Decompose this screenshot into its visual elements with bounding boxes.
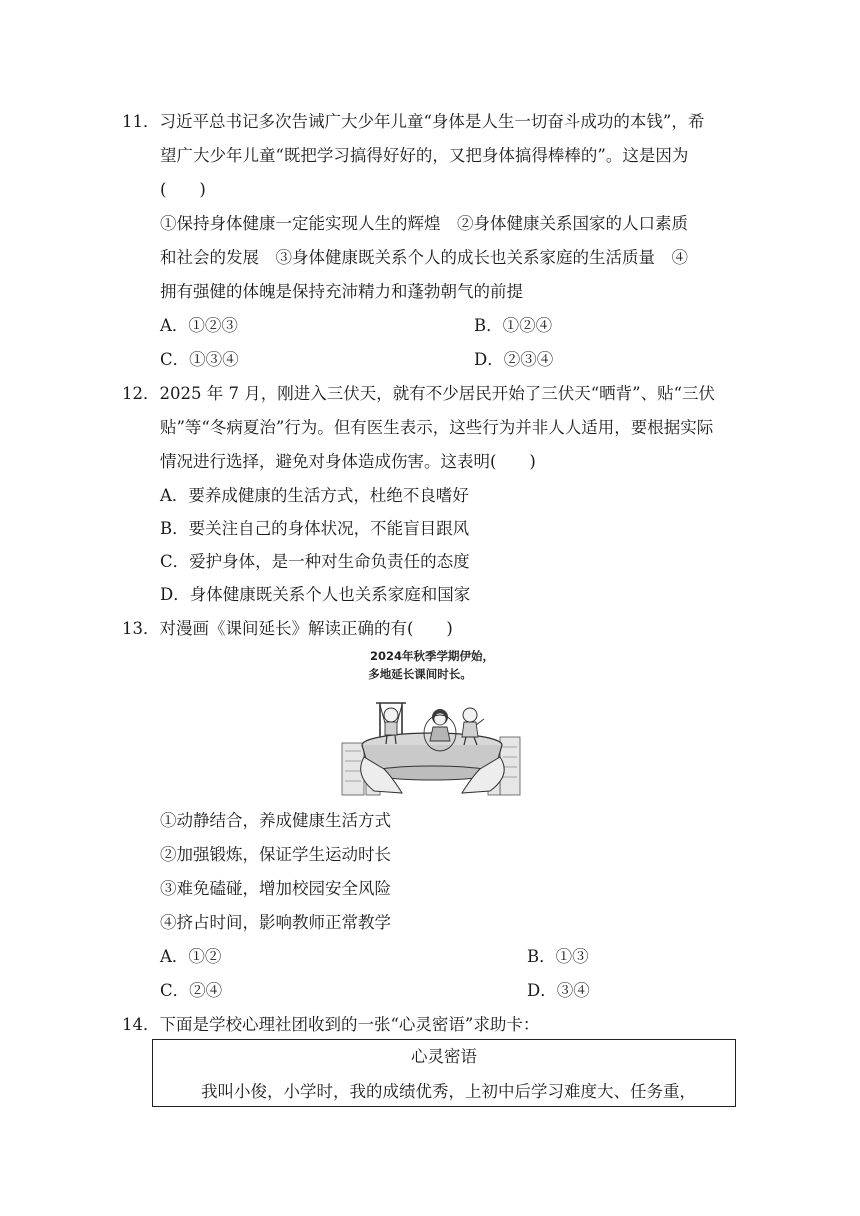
q13-option-d: D．③④ bbox=[527, 981, 590, 1000]
cartoon-caption-line2: 多地延长课间时长。 bbox=[368, 667, 472, 681]
q12-option-d: D．身体健康既关系个人也关系家庭和国家 bbox=[160, 585, 471, 604]
help-card-box bbox=[152, 1039, 736, 1107]
q11-option-d: D．②③④ bbox=[474, 350, 554, 369]
help-card-title: 心灵密语 bbox=[411, 1047, 477, 1066]
q13-stem: 13．对漫画《课间延长》解读正确的有( ) bbox=[122, 619, 453, 638]
q12-option-a: A．要养成健康的生活方式，杜绝不良嗜好 bbox=[160, 486, 469, 505]
q11-statements-line3: 拥有强健的体魄是保持充沛精力和蓬勃朝气的前提 bbox=[160, 282, 523, 301]
cartoon-image bbox=[340, 645, 524, 799]
q11-stem-line1: 11．习近平总书记多次告诫广大少年儿童“身体是人生一切奋斗成功的本钱”，希 bbox=[122, 112, 705, 131]
q11-option-a: A．①②③ bbox=[160, 316, 238, 335]
q13-statement-2: ②加强锻炼，保证学生运动时长 bbox=[160, 845, 391, 864]
q11-stem-line2: 望广大少年儿童“既把学习搞得好好的，又把身体搞得棒棒的”。这是因为 bbox=[160, 146, 689, 165]
q11-option-b: B．①②④ bbox=[474, 316, 553, 335]
cartoon-caption-line1: 2024年秋季学期伊始， bbox=[369, 649, 495, 663]
q12-stem-line3: 情况进行选择，避免对身体造成伤害。这表明( ) bbox=[160, 452, 536, 471]
q13-statement-1: ①动静结合，养成健康生活方式 bbox=[160, 811, 391, 830]
q11-option-c: C．①③④ bbox=[160, 350, 239, 369]
q12-stem-line1: 12．2025 年 7 月，刚进入三伏天，就有不少居民开始了三伏天“晒背”、贴“三伏 bbox=[122, 384, 716, 403]
q13-option-b: B．①③ bbox=[527, 947, 589, 966]
q11-answer-bracket: ( ) bbox=[160, 180, 206, 199]
q13-option-a: A．①② bbox=[160, 947, 222, 966]
q12-option-b: B．要关注自己的身体状况，不能盲目跟风 bbox=[160, 519, 470, 538]
q11-statements-line1: ①保持身体健康一定能实现人生的辉煌 ②身体健康关系国家的人口素质 bbox=[160, 214, 688, 233]
q13-statement-4: ④挤占时间，影响教师正常教学 bbox=[160, 913, 391, 932]
q11-statements-line2: 和社会的发展 ③身体健康既关系个人的成长也关系家庭的生活质量 ④ bbox=[160, 248, 688, 267]
help-card-text: 我叫小俊，小学时，我的成绩优秀，上初中后学习难度大、任务重， bbox=[201, 1082, 696, 1101]
q12-stem-line2: 贴”等“冬病夏治”行为。但有医生表示，这些行为并非人人适用，要根据实际 bbox=[160, 418, 714, 437]
q14-stem: 14．下面是学校心理社团收到的一张“心灵密语”求助卡： bbox=[122, 1015, 540, 1034]
q13-statement-3: ③难免磕碰，增加校园安全风险 bbox=[160, 879, 391, 898]
q13-option-c: C．②④ bbox=[160, 981, 223, 1000]
q12-option-c: C．爱护身体，是一种对生命负责任的态度 bbox=[160, 552, 470, 571]
